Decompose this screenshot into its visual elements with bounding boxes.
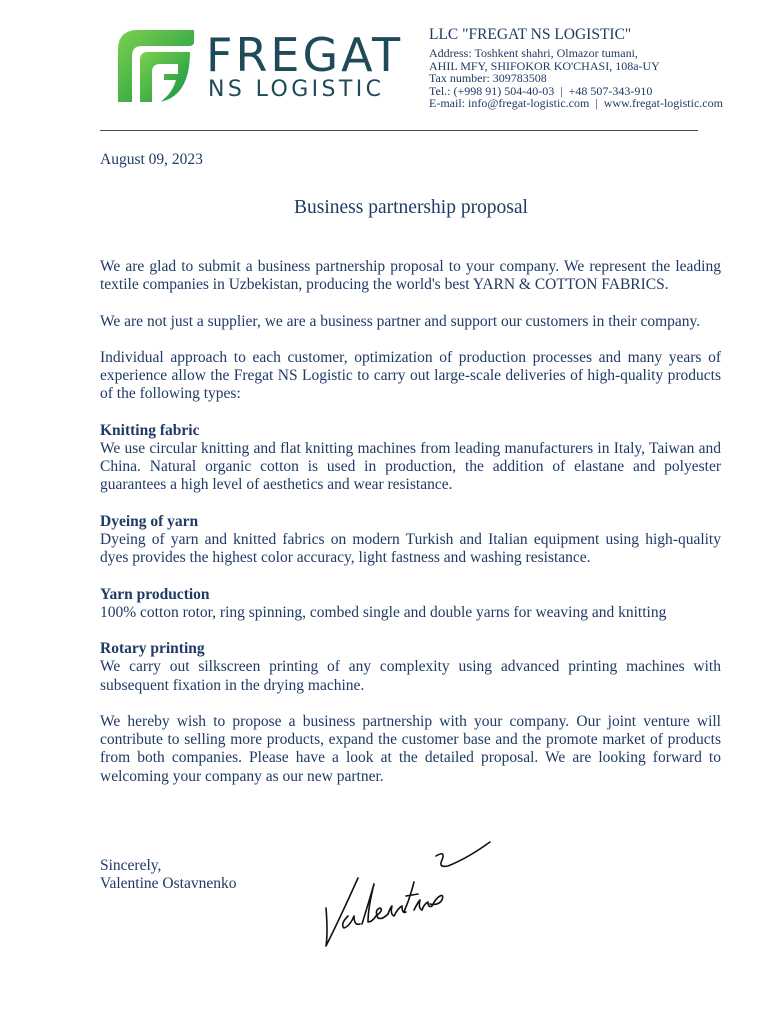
section-text-rotary-printing: We carry out silkscreen printing of any complexity using advanced printing machines with subsequent fixation in the drying machine. [100, 658, 721, 694]
header-divider [100, 130, 698, 131]
company-logo [116, 26, 416, 106]
separator: | [560, 83, 563, 98]
logo-wordmark: FREGAT [206, 28, 404, 82]
section-text-yarn-production: 100% cotton rotor, ring spinning, combed single and double yarns for weaving and knitting [100, 603, 667, 621]
website[interactable]: www.fregat-logistic.com [603, 96, 723, 111]
section-heading-rotary-printing: Rotary printing [100, 640, 205, 658]
phone-2: +48 507-343-910 [568, 83, 653, 98]
letter-date: August 09, 2023 [100, 151, 203, 168]
tax-number: Tax number: 309783508 [429, 71, 547, 86]
paragraph-intro-1: We are glad to submit a business partnership proposal to your company. We represent the leading textile companies in Uzbekistan, producing the world's best YARN & COTTON FABRICS. [100, 258, 721, 294]
contact-line [429, 97, 749, 110]
letter-closing [100, 857, 236, 893]
section-heading-dyeing-of-yarn: Dyeing of yarn [100, 512, 199, 530]
section-heading-knitting-fabric: Knitting fabric [100, 421, 200, 439]
company-details [429, 25, 749, 110]
signer-name: Valentine Ostavnenko [100, 875, 237, 893]
paragraph-conclusion: We hereby wish to propose a business partnership with your company. Our joint venture will contribute to selling more products, expand the customer base and the promote market of products from both companies. Please have a look at the detailed proposal. We are looking forward to welcoming your company as our new partner. [100, 712, 721, 785]
handwritten-signature [318, 838, 498, 953]
section-text-dyeing-of-yarn: Dyeing of yarn and knitted fabrics on modern Turkish and Italian equipment using high-quality dyes provides the highest color accuracy, light fastness and washing resistance. [100, 530, 721, 567]
company-name: LLC "FREGAT NS LOGISTIC" [429, 26, 632, 43]
address-line-2: AHIL MFY, SHIFOKOR KO'CHASI, 108a-UY [429, 58, 660, 73]
section-text-knitting-fabric: We use circular knitting and flat knitting machines from leading manufacturers in Italy, Taiwan and China. Natural organic cotton is used in production, the addition of elastane and polyester guarantees a high level of aesthetics and wear resistance. [100, 439, 721, 494]
fregat-logo-mark [116, 28, 196, 104]
paragraph-intro-3: Individual approach to each customer, optimization of production processes and many years of experience allow the Fregat NS Logistic to carry out large-scale deliveries of high-quality products of the following types: [100, 348, 721, 403]
logo-subtitle: NS LOGISTIC [208, 77, 385, 102]
phone-1: Tel.: (+998 91) 504-40-03 [429, 83, 555, 98]
email[interactable]: E-mail: info@fregat-logistic.com [429, 96, 590, 111]
section-heading-yarn-production: Yarn production [100, 585, 210, 603]
letter-body [100, 258, 721, 804]
separator: | [595, 96, 598, 111]
address-line-1: Address: Toshkent shahri, Olmazor tumani, [429, 46, 638, 60]
letter-title: Business partnership proposal [294, 197, 528, 218]
closing-salutation: Sincerely, [100, 857, 162, 874]
paragraph-intro-2: We are not just a supplier, we are a business partner and support our customers in their company. [100, 312, 701, 330]
